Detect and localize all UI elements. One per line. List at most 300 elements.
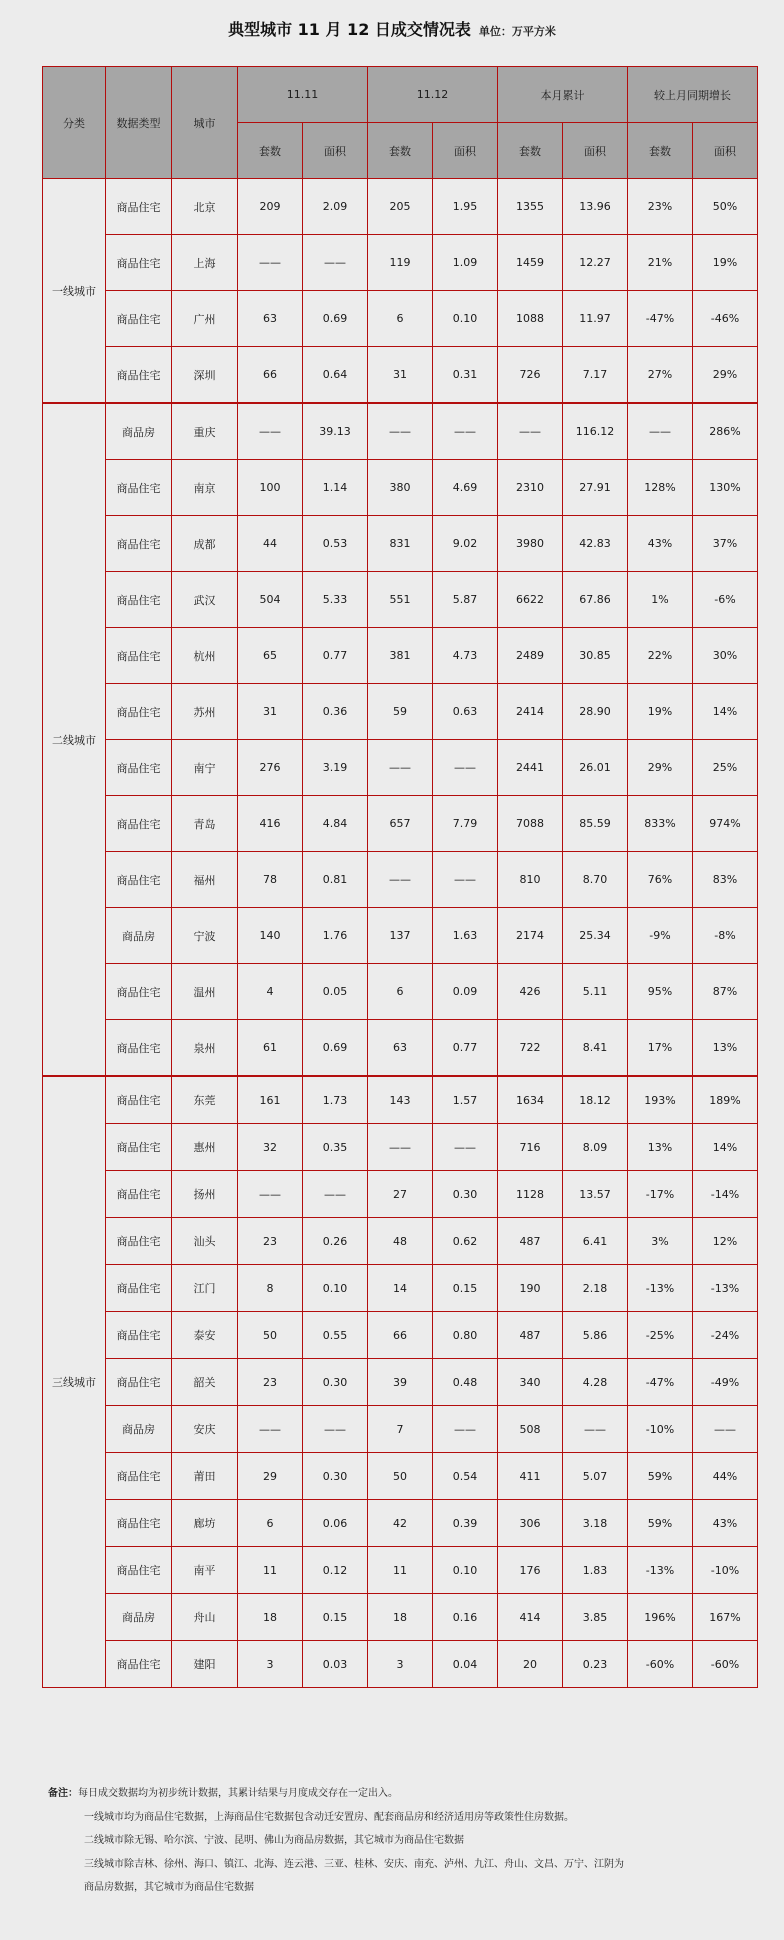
area-1112-cell: 0.77 [433, 1020, 498, 1077]
area-month-cell: 25.34 [563, 908, 628, 964]
area-month-cell: 0.23 [563, 1641, 628, 1688]
units-month-cell: 1088 [498, 291, 563, 347]
data-type-cell: 商品住宅 [106, 796, 172, 852]
units-growth-cell: 27% [628, 347, 693, 404]
area-month-cell: 5.11 [563, 964, 628, 1020]
table-row [43, 347, 758, 404]
units-1112-cell: 831 [368, 516, 433, 572]
tier-category-cell: 一线城市 [43, 179, 106, 404]
units-month-cell: 726 [498, 347, 563, 404]
area-1111-cell: 0.81 [303, 852, 368, 908]
area-1111-cell: 0.12 [303, 1547, 368, 1594]
area-1112-cell: —— [433, 740, 498, 796]
data-type-cell: 商品住宅 [106, 1641, 172, 1688]
city-cell: 北京 [172, 179, 238, 235]
units-1111-cell: 11 [238, 1547, 303, 1594]
city-cell: 南宁 [172, 740, 238, 796]
table-row [43, 1124, 758, 1171]
units-growth-cell: -17% [628, 1171, 693, 1218]
area-1111-cell: 39.13 [303, 403, 368, 460]
area-growth-cell: 12% [693, 1218, 758, 1265]
data-type-cell: 商品住宅 [106, 291, 172, 347]
units-1112-cell: 31 [368, 347, 433, 404]
area-month-cell: 13.96 [563, 179, 628, 235]
city-cell: 成都 [172, 516, 238, 572]
area-growth-cell: 974% [693, 796, 758, 852]
data-type-cell: 商品住宅 [106, 572, 172, 628]
units-month-cell: 20 [498, 1641, 563, 1688]
city-cell: 重庆 [172, 403, 238, 460]
header-sub-area: 面积 [303, 123, 368, 179]
note-line: 商品房数据，其它城市为商品住宅数据 [84, 1882, 254, 1893]
units-1111-cell: —— [238, 1406, 303, 1453]
area-growth-cell: 13% [693, 1020, 758, 1077]
area-growth-cell: 19% [693, 235, 758, 291]
area-growth-cell: 37% [693, 516, 758, 572]
area-growth-cell: 44% [693, 1453, 758, 1500]
city-cell: 韶关 [172, 1359, 238, 1406]
units-1111-cell: 3 [238, 1641, 303, 1688]
units-1112-cell: 657 [368, 796, 433, 852]
units-growth-cell: -13% [628, 1265, 693, 1312]
area-1112-cell: 0.09 [433, 964, 498, 1020]
units-1111-cell: 23 [238, 1359, 303, 1406]
area-month-cell: 30.85 [563, 628, 628, 684]
area-month-cell: 67.86 [563, 572, 628, 628]
units-1111-cell: 209 [238, 179, 303, 235]
header-sub-units: 套数 [498, 123, 563, 179]
units-1112-cell: 119 [368, 235, 433, 291]
units-month-cell: 2174 [498, 908, 563, 964]
units-1111-cell: 29 [238, 1453, 303, 1500]
area-month-cell: 3.85 [563, 1594, 628, 1641]
data-type-cell: 商品住宅 [106, 235, 172, 291]
units-growth-cell: 17% [628, 1020, 693, 1077]
area-growth-cell: -6% [693, 572, 758, 628]
area-1112-cell: 4.73 [433, 628, 498, 684]
area-growth-cell: 29% [693, 347, 758, 404]
table-row [43, 516, 758, 572]
area-1111-cell: —— [303, 235, 368, 291]
table-row [43, 1594, 758, 1641]
area-growth-cell: -13% [693, 1265, 758, 1312]
city-cell: 青岛 [172, 796, 238, 852]
data-type-cell: 商品住宅 [106, 852, 172, 908]
units-1112-cell: 6 [368, 964, 433, 1020]
table-row [43, 291, 758, 347]
area-growth-cell: -46% [693, 291, 758, 347]
units-1111-cell: 78 [238, 852, 303, 908]
units-1111-cell: 50 [238, 1312, 303, 1359]
units-growth-cell: 59% [628, 1453, 693, 1500]
table-header [43, 67, 758, 179]
area-1112-cell: 0.30 [433, 1171, 498, 1218]
units-month-cell: 2310 [498, 460, 563, 516]
units-month-cell: 1128 [498, 1171, 563, 1218]
units-1112-cell: 137 [368, 908, 433, 964]
units-1111-cell: 31 [238, 684, 303, 740]
units-month-cell: 340 [498, 1359, 563, 1406]
area-1111-cell: 0.69 [303, 291, 368, 347]
units-1111-cell: 416 [238, 796, 303, 852]
table-row [43, 403, 758, 460]
area-1112-cell: 1.09 [433, 235, 498, 291]
units-growth-cell: -47% [628, 1359, 693, 1406]
city-cell: 深圳 [172, 347, 238, 404]
data-type-cell: 商品房 [106, 1594, 172, 1641]
units-1112-cell: 381 [368, 628, 433, 684]
area-growth-cell: 167% [693, 1594, 758, 1641]
area-1112-cell: 1.95 [433, 179, 498, 235]
area-month-cell: 2.18 [563, 1265, 628, 1312]
units-growth-cell: 43% [628, 516, 693, 572]
units-1112-cell: 63 [368, 1020, 433, 1077]
area-month-cell: 8.09 [563, 1124, 628, 1171]
header-sub-units: 套数 [368, 123, 433, 179]
table-row [43, 1359, 758, 1406]
area-1112-cell: 0.04 [433, 1641, 498, 1688]
header-sub-units: 套数 [628, 123, 693, 179]
data-type-cell: 商品住宅 [106, 1218, 172, 1265]
area-1112-cell: —— [433, 852, 498, 908]
area-1111-cell: 0.77 [303, 628, 368, 684]
table-row [43, 179, 758, 235]
city-cell: 汕头 [172, 1218, 238, 1265]
area-1112-cell: 0.62 [433, 1218, 498, 1265]
area-1111-cell: 2.09 [303, 179, 368, 235]
units-1112-cell: 39 [368, 1359, 433, 1406]
area-1112-cell: 7.79 [433, 796, 498, 852]
header-city: 城市 [172, 67, 238, 179]
table-row [43, 628, 758, 684]
area-month-cell: —— [563, 1406, 628, 1453]
city-cell: 福州 [172, 852, 238, 908]
area-1112-cell: 0.54 [433, 1453, 498, 1500]
units-month-cell: 2489 [498, 628, 563, 684]
city-cell: 杭州 [172, 628, 238, 684]
area-month-cell: 11.97 [563, 291, 628, 347]
area-growth-cell: -14% [693, 1171, 758, 1218]
transaction-table [42, 66, 758, 1688]
city-cell: 廊坊 [172, 1500, 238, 1547]
table-row [43, 1547, 758, 1594]
area-1112-cell: —— [433, 1124, 498, 1171]
area-growth-cell: 83% [693, 852, 758, 908]
units-growth-cell: 193% [628, 1076, 693, 1124]
data-type-cell: 商品住宅 [106, 628, 172, 684]
area-1112-cell: 0.10 [433, 1547, 498, 1594]
area-growth-cell: 30% [693, 628, 758, 684]
area-1111-cell: 0.36 [303, 684, 368, 740]
area-1112-cell: —— [433, 403, 498, 460]
area-1111-cell: 0.10 [303, 1265, 368, 1312]
table-row [43, 684, 758, 740]
table-row [43, 852, 758, 908]
area-1112-cell: 5.87 [433, 572, 498, 628]
area-1111-cell: 3.19 [303, 740, 368, 796]
units-1111-cell: 63 [238, 291, 303, 347]
city-cell: 宁波 [172, 908, 238, 964]
area-growth-cell: -24% [693, 1312, 758, 1359]
area-1111-cell: 0.06 [303, 1500, 368, 1547]
note-line: 三线城市除吉林、徐州、海口、镇江、北海、连云港、三亚、桂林、安庆、南充、泸州、九江、舟山、文昌、万宁、江阴为 [84, 1858, 624, 1870]
units-growth-cell: -10% [628, 1406, 693, 1453]
header-group-1112: 11.12 [368, 67, 498, 123]
area-1111-cell: —— [303, 1171, 368, 1218]
units-month-cell: 1459 [498, 235, 563, 291]
header-sub-area: 面积 [563, 123, 628, 179]
header-group-1111: 11.11 [238, 67, 368, 123]
area-1111-cell: 0.69 [303, 1020, 368, 1077]
area-1111-cell: 1.14 [303, 460, 368, 516]
area-growth-cell: —— [693, 1406, 758, 1453]
area-month-cell: 28.90 [563, 684, 628, 740]
units-growth-cell: 196% [628, 1594, 693, 1641]
area-growth-cell: 87% [693, 964, 758, 1020]
area-1112-cell: 1.63 [433, 908, 498, 964]
data-type-cell: 商品住宅 [106, 460, 172, 516]
data-type-cell: 商品住宅 [106, 179, 172, 235]
data-type-cell: 商品住宅 [106, 1076, 172, 1124]
units-growth-cell: 76% [628, 852, 693, 908]
city-cell: 上海 [172, 235, 238, 291]
data-type-cell: 商品住宅 [106, 1020, 172, 1077]
units-month-cell: 190 [498, 1265, 563, 1312]
units-month-cell: 508 [498, 1406, 563, 1453]
area-month-cell: 7.17 [563, 347, 628, 404]
units-growth-cell: 59% [628, 1500, 693, 1547]
table-row [43, 1406, 758, 1453]
table-row [43, 796, 758, 852]
city-cell: 泉州 [172, 1020, 238, 1077]
city-cell: 惠州 [172, 1124, 238, 1171]
area-1112-cell: 4.69 [433, 460, 498, 516]
units-1111-cell: 61 [238, 1020, 303, 1077]
city-cell: 莆田 [172, 1453, 238, 1500]
units-1112-cell: 7 [368, 1406, 433, 1453]
units-month-cell: 426 [498, 964, 563, 1020]
city-cell: 温州 [172, 964, 238, 1020]
units-1111-cell: —— [238, 235, 303, 291]
city-cell: 江门 [172, 1265, 238, 1312]
area-1111-cell: 0.53 [303, 516, 368, 572]
area-month-cell: 5.07 [563, 1453, 628, 1500]
city-cell: 建阳 [172, 1641, 238, 1688]
area-1111-cell: 0.30 [303, 1453, 368, 1500]
units-1111-cell: 504 [238, 572, 303, 628]
area-month-cell: 42.83 [563, 516, 628, 572]
units-1112-cell: 551 [368, 572, 433, 628]
units-month-cell: 1634 [498, 1076, 563, 1124]
area-1111-cell: 0.26 [303, 1218, 368, 1265]
city-cell: 泰安 [172, 1312, 238, 1359]
header-category: 分类 [43, 67, 106, 179]
tier-category-cell: 二线城市 [43, 403, 106, 1076]
units-month-cell: 7088 [498, 796, 563, 852]
units-1111-cell: 8 [238, 1265, 303, 1312]
note-line: 一线城市均为商品住宅数据，上海商品住宅数据包含动迁安置房、配套商品房和经济适用房等政策性住房数据。 [84, 1811, 574, 1823]
units-1111-cell: 18 [238, 1594, 303, 1641]
units-1112-cell: 27 [368, 1171, 433, 1218]
units-1111-cell: —— [238, 1171, 303, 1218]
data-type-cell: 商品住宅 [106, 1312, 172, 1359]
unit-label: 单位：万平方米 [478, 25, 556, 38]
table-row [43, 1641, 758, 1688]
units-growth-cell: 21% [628, 235, 693, 291]
header-data-type: 数据类型 [106, 67, 172, 179]
units-growth-cell: 833% [628, 796, 693, 852]
area-1112-cell: 0.10 [433, 291, 498, 347]
area-1112-cell: 0.31 [433, 347, 498, 404]
table-row [43, 1500, 758, 1547]
units-1112-cell: —— [368, 403, 433, 460]
units-growth-cell: -9% [628, 908, 693, 964]
units-1111-cell: 6 [238, 1500, 303, 1547]
table-row [43, 572, 758, 628]
table-row [43, 1171, 758, 1218]
units-1112-cell: 59 [368, 684, 433, 740]
table-row [43, 1265, 758, 1312]
units-month-cell: 2441 [498, 740, 563, 796]
area-month-cell: 116.12 [563, 403, 628, 460]
units-1112-cell: 205 [368, 179, 433, 235]
city-cell: 舟山 [172, 1594, 238, 1641]
area-month-cell: 8.70 [563, 852, 628, 908]
table-row [43, 1076, 758, 1124]
units-month-cell: 414 [498, 1594, 563, 1641]
units-1111-cell: 4 [238, 964, 303, 1020]
header-sub-units: 套数 [238, 123, 303, 179]
units-1111-cell: 276 [238, 740, 303, 796]
units-growth-cell: -25% [628, 1312, 693, 1359]
units-1112-cell: 48 [368, 1218, 433, 1265]
data-type-cell: 商品住宅 [106, 1500, 172, 1547]
units-month-cell: 722 [498, 1020, 563, 1077]
area-1111-cell: 0.05 [303, 964, 368, 1020]
area-month-cell: 6.41 [563, 1218, 628, 1265]
area-1112-cell: 1.57 [433, 1076, 498, 1124]
area-1112-cell: 0.48 [433, 1359, 498, 1406]
table-row [43, 740, 758, 796]
units-month-cell: 487 [498, 1218, 563, 1265]
area-growth-cell: 130% [693, 460, 758, 516]
notes [48, 1782, 748, 1900]
units-1112-cell: —— [368, 1124, 433, 1171]
area-growth-cell: -8% [693, 908, 758, 964]
units-1111-cell: 100 [238, 460, 303, 516]
tier-category-cell: 三线城市 [43, 1076, 106, 1688]
data-type-cell: 商品住宅 [106, 1359, 172, 1406]
data-type-cell: 商品房 [106, 1406, 172, 1453]
units-growth-cell: 3% [628, 1218, 693, 1265]
units-growth-cell: 19% [628, 684, 693, 740]
units-month-cell: 716 [498, 1124, 563, 1171]
units-month-cell: 2414 [498, 684, 563, 740]
area-1112-cell: 0.80 [433, 1312, 498, 1359]
area-growth-cell: 14% [693, 1124, 758, 1171]
units-growth-cell: —— [628, 403, 693, 460]
header-sub-area: 面积 [433, 123, 498, 179]
units-1111-cell: 66 [238, 347, 303, 404]
data-type-cell: 商品房 [106, 403, 172, 460]
units-month-cell: 487 [498, 1312, 563, 1359]
city-cell: 武汉 [172, 572, 238, 628]
area-1111-cell: 0.64 [303, 347, 368, 404]
area-1112-cell: 0.16 [433, 1594, 498, 1641]
units-1111-cell: 161 [238, 1076, 303, 1124]
area-growth-cell: -60% [693, 1641, 758, 1688]
units-growth-cell: 95% [628, 964, 693, 1020]
area-1112-cell: —— [433, 1406, 498, 1453]
header-group-mom-growth: 较上月同期增长 [628, 67, 758, 123]
city-cell: 南平 [172, 1547, 238, 1594]
units-growth-cell: 1% [628, 572, 693, 628]
units-1112-cell: 66 [368, 1312, 433, 1359]
units-1111-cell: 140 [238, 908, 303, 964]
units-1112-cell: —— [368, 740, 433, 796]
units-month-cell: —— [498, 403, 563, 460]
units-growth-cell: -60% [628, 1641, 693, 1688]
area-month-cell: 5.86 [563, 1312, 628, 1359]
units-growth-cell: 29% [628, 740, 693, 796]
area-growth-cell: -49% [693, 1359, 758, 1406]
area-month-cell: 3.18 [563, 1500, 628, 1547]
page-title: 典型城市 11 月 12 日成交情况表 [228, 20, 471, 39]
area-month-cell: 8.41 [563, 1020, 628, 1077]
units-month-cell: 3980 [498, 516, 563, 572]
area-month-cell: 1.83 [563, 1547, 628, 1594]
area-1112-cell: 9.02 [433, 516, 498, 572]
units-1112-cell: —— [368, 852, 433, 908]
city-cell: 东莞 [172, 1076, 238, 1124]
units-growth-cell: 23% [628, 179, 693, 235]
table-row [43, 1218, 758, 1265]
data-type-cell: 商品住宅 [106, 1453, 172, 1500]
table-row [43, 460, 758, 516]
units-1111-cell: 32 [238, 1124, 303, 1171]
units-1111-cell: 23 [238, 1218, 303, 1265]
units-1112-cell: 18 [368, 1594, 433, 1641]
city-cell: 南京 [172, 460, 238, 516]
units-growth-cell: -47% [628, 291, 693, 347]
units-month-cell: 411 [498, 1453, 563, 1500]
area-1112-cell: 0.39 [433, 1500, 498, 1547]
units-1112-cell: 11 [368, 1547, 433, 1594]
area-growth-cell: -10% [693, 1547, 758, 1594]
area-1111-cell: —— [303, 1406, 368, 1453]
units-1112-cell: 3 [368, 1641, 433, 1688]
data-type-cell: 商品住宅 [106, 964, 172, 1020]
data-type-cell: 商品住宅 [106, 1547, 172, 1594]
units-growth-cell: 22% [628, 628, 693, 684]
area-1111-cell: 0.03 [303, 1641, 368, 1688]
units-growth-cell: -13% [628, 1547, 693, 1594]
area-month-cell: 26.01 [563, 740, 628, 796]
city-cell: 扬州 [172, 1171, 238, 1218]
units-month-cell: 1355 [498, 179, 563, 235]
area-month-cell: 85.59 [563, 796, 628, 852]
data-type-cell: 商品住宅 [106, 347, 172, 404]
units-1112-cell: 14 [368, 1265, 433, 1312]
units-growth-cell: 128% [628, 460, 693, 516]
area-growth-cell: 189% [693, 1076, 758, 1124]
units-month-cell: 176 [498, 1547, 563, 1594]
city-cell: 安庆 [172, 1406, 238, 1453]
data-type-cell: 商品住宅 [106, 740, 172, 796]
area-growth-cell: 43% [693, 1500, 758, 1547]
area-growth-cell: 50% [693, 179, 758, 235]
units-1112-cell: 6 [368, 291, 433, 347]
